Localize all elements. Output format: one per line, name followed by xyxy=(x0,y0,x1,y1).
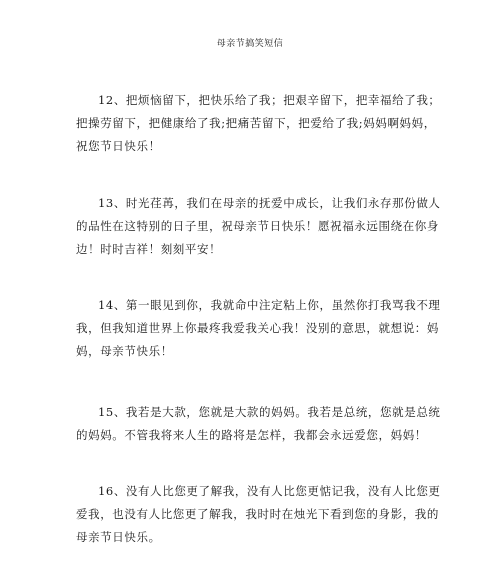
paragraph-14 xyxy=(76,294,441,363)
paragraph-line: 我，但我知道世界上你最疼我爱我关心我！没别的意思，就想说：妈 xyxy=(76,321,439,335)
paragraph-12 xyxy=(76,89,441,158)
paragraph-line: 祝您节日快乐！ xyxy=(76,139,161,153)
paragraph-13 xyxy=(76,192,441,261)
paragraph-line: 妈，母亲节快乐！ xyxy=(76,344,173,358)
paragraph-16 xyxy=(76,480,441,549)
paragraph-line: 的品性在这特别的日子里，祝母亲节日快乐！愿祝福永远围绕在你身 xyxy=(76,219,439,233)
paragraph-line: 13、时光荏苒，我们在母亲的抚爱中成长，让我们永存那份做人 xyxy=(98,196,441,210)
paragraph-line: 边！时时吉祥！刻刻平安！ xyxy=(76,242,222,256)
paragraph-line: 15、我若是大款，您就是大款的妈妈。我若是总统，您就是总统 xyxy=(98,405,441,419)
paragraph-line: 14、第一眼见到你，我就命中注定粘上你，虽然你打我骂我不理 xyxy=(98,298,441,312)
paragraph-15 xyxy=(76,401,441,447)
paragraph-line: 12、把烦恼留下，把快乐给了我；把艰辛留下，把幸福给了我； xyxy=(98,93,441,107)
paragraph-line: 16、没有人比您更了解我，没有人比您更惦记我，没有人比您更 xyxy=(98,484,441,498)
paragraph-line: 把操劳留下，把健康给了我;把痛苦留下，把爱给了我;妈妈啊妈妈， xyxy=(76,116,436,130)
document-header-title: 母亲节搞笑短信 xyxy=(216,39,284,49)
paragraph-line: 母亲节日快乐。 xyxy=(76,530,161,544)
paragraph-line: 爱我，也没有人比您更了解我，我时时在烛光下看到您的身影，我的 xyxy=(76,507,439,521)
paragraph-line: 的妈妈。不管我将来人生的路将是怎样，我都会永远爱您，妈妈！ xyxy=(76,428,427,442)
